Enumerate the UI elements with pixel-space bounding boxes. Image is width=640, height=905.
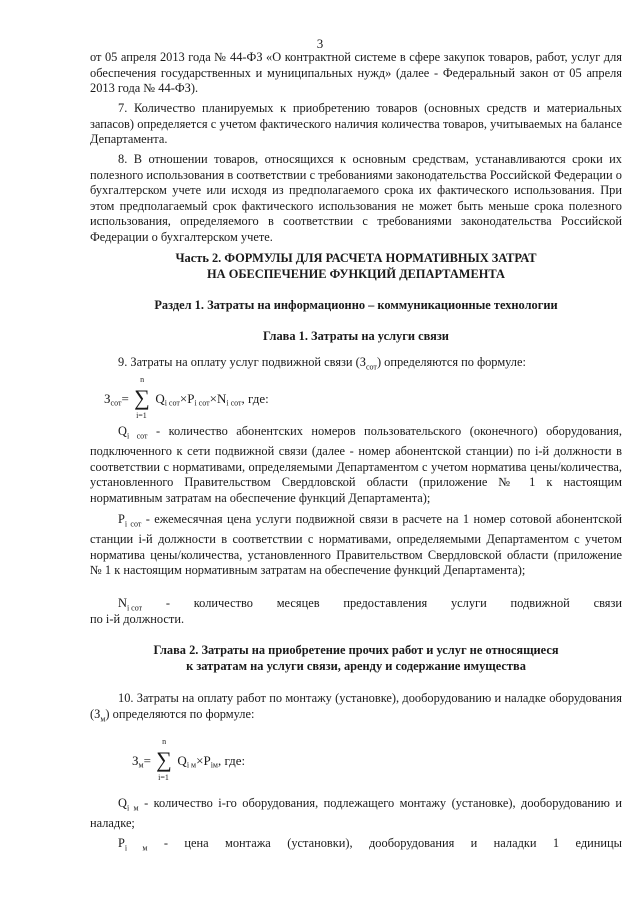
paragraph-10: 10. Затраты на оплату работ по монтажу (установке), дооборудованию и наладке оборудования $(З_м)$ определяются по формуле:	[90, 691, 622, 724]
definition-q-m: $Q_{i м}$ - количество i-го оборудования, подлежащего монтажу (установке), дооборудованию и наладке;	[90, 796, 622, 831]
chapter-1-heading: Глава 1. Затраты на услуги связи	[263, 329, 449, 343]
chapter-2-heading-line-2: к затратам на услуги связи, аренду и содержание имущества	[186, 658, 526, 673]
definition-q-sot: $Q_{i сот}$ - количество абонентских номеров пользовательского (оконечного) оборудования, подключенного к сети подвижной связи (далее - номер абонентской станции) по i-й должности в соответствии с нормативами, определяемыми Департаментом с учетом норматива цены/количества, установленного Правительством Свердловской области (приложение № 1 к настоящим нормативным затратам на обеспечение функций Департамента);	[90, 424, 622, 505]
section-1-heading: Раздел 1. Затраты на информационно – коммуникационные технологии	[154, 298, 558, 312]
definition-n-sot-end: по i-й должности.	[90, 612, 185, 626]
chapter-2-heading-line-1: Глава 2. Затраты на приобретение прочих работ и услуг не относящиеся	[153, 643, 559, 657]
sum-symbol: ∑ n i=1	[134, 375, 150, 420]
sum-symbol: ∑ n i=1	[156, 737, 172, 782]
part-2-heading-line-2: НА ОБЕСПЕЧЕНИЕ ФУНКЦИЙ ДЕПАРТАМЕНТА	[207, 266, 505, 281]
chapter-2-heading	[90, 643, 622, 674]
definition-p-sot: $P_{i сот}$ - ежемесячная цена услуги подвижной связи в расчете на 1 номер сотовой абонентской станции i-й должности в соответствии с нормативами, определяемыми Департаментом с учетом норматива цены/количества, установленного Правительством Свердловской области (приложение № 1 к настоящим нормативным затратам на обеспечение функций Департамента);	[90, 512, 622, 578]
formula-mobile-communication-cost: $З_{сот}=$ ∑ n i=1 $Q_{i сот}\times P_{i сот}\times N_{i сот}$, где:	[104, 375, 269, 420]
part-2-heading-line-1: Часть 2. ФОРМУЛЫ ДЛЯ РАСЧЕТА НОРМАТИВНЫХ ЗАТРАТ	[175, 251, 537, 265]
paragraph-9: 9. Затраты на оплату услуг подвижной связи $(З_{сот})$ определяются по формуле:	[118, 355, 526, 372]
paragraph-8: 8. В отношении товаров, относящихся к основным средствам, устанавливаются сроки их полезного использования в соответствии с требованиями законодательства Российской Федерации о бухгалтерском учете или исходя из предполагаемого срока их фактического использования. При этом предполагаемый срок фактического использования не может быть меньше срока полезного использования, определяемого в соответствии с требованиями законодательства Российской Федерации о бухгалтерском учете.	[90, 152, 622, 244]
definition-p-m: $P_{i м}$ - цена монтажа (установки), дооборудования и наладки 1 единицы	[118, 836, 622, 853]
page-number: 3	[316, 36, 324, 51]
paragraph-law-reference: от 05 апреля 2013 года № 44-ФЗ «О контрактной системе в сфере закупок товаров, работ, услуг для обеспечения государственных и муниципальных нужд» (далее - Федеральный закон от 05 апреля 2013 года № 44-ФЗ).	[90, 50, 622, 96]
formula-installation-cost: $З_м=$ ∑ n i=1 $Q_{i м}\times P_{iм}$, где:	[132, 737, 246, 782]
part-2-heading	[90, 251, 622, 282]
definition-n-sot: $N_{i сот}$ - количество месяцев предоставления услуги подвижной связи	[118, 596, 622, 613]
paragraph-7: 7. Количество планируемых к приобретению товаров (основных средств и материальных запасов) определяется с учетом фактического наличия количества товаров, учитываемых на балансе Департамента.	[90, 101, 622, 147]
